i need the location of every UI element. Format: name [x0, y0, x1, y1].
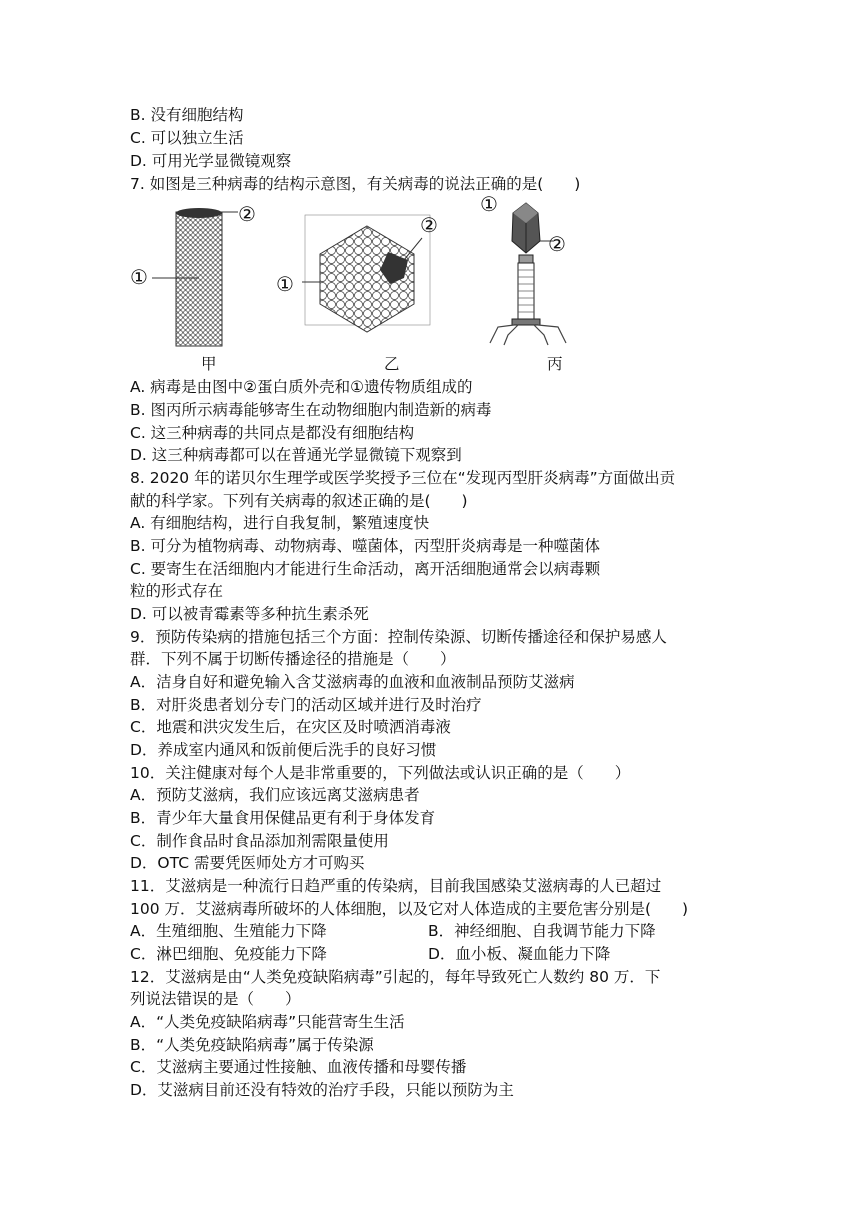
jia-caption: 甲	[201, 355, 217, 373]
question-8-stem-2: 献的科学家。下列有关病毒的叙述正确的是( )	[130, 492, 468, 510]
q9-option-c: C．地震和洪灾发生后，在灾区及时喷洒消毒液	[130, 718, 451, 736]
q7-option-d: D. 这三种病毒都可以在普通光学显微镜下观察到	[130, 446, 462, 464]
option-b-line: B. 没有细胞结构	[130, 106, 244, 124]
question-8-stem-1: 8. 2020 年的诺贝尔生理学或医学奖授予三位在“发现丙型肝炎病毒”方面做出贡	[130, 469, 676, 487]
question-10-stem: 10．关注健康对每个人是非常重要的，下列做法或认识正确的是（ ）	[130, 764, 631, 782]
q11-option-d: D．血小板、凝血能力下降	[428, 945, 611, 963]
q7-option-c: C. 这三种病毒的共同点是都没有细胞结构	[130, 424, 415, 442]
yi-label-2: ②	[420, 213, 438, 237]
q10-option-d: D．OTC 需要凭医师处方才可购买	[130, 854, 365, 872]
question-11-stem-1: 11．艾滋病是一种流行日趋严重的传染病，目前我国感染艾滋病毒的人已超过	[130, 877, 662, 895]
q8-option-c-1: C. 要寄生在活细胞内才能进行生命活动，离开活细胞通常会以病毒颗	[130, 560, 601, 578]
jia-label-2: ②	[238, 202, 256, 226]
q10-option-b: B．青少年大量食用保健品更有利于身体发育	[130, 809, 436, 827]
bing-label-2: ②	[548, 232, 566, 256]
virus-bing-figure	[478, 195, 578, 350]
q9-option-a: A．洁身自好和避免输入含艾滋病毒的血液和血液制品预防艾滋病	[130, 673, 575, 691]
question-9-stem-2: 群．下列不属于切断传播途径的措施是（ ）	[130, 650, 456, 668]
question-7-stem: 7. 如图是三种病毒的结构示意图，有关病毒的说法正确的是( )	[130, 175, 581, 193]
question-9-stem-1: 9．预防传染病的措施包括三个方面：控制传染源、切断传播途径和保护易感人	[130, 628, 667, 646]
q11-option-c: C．淋巴细胞、免疫能力下降	[130, 945, 327, 963]
bing-caption: 丙	[547, 355, 563, 373]
option-c-line: C. 可以独立生活	[130, 129, 244, 147]
q12-option-a: A．“人类免疫缺陷病毒”只能营寄生生活	[130, 1013, 405, 1031]
question-11-stem-2: 100 万．艾滋病毒所破坏的人体细胞，以及它对人体造成的主要危害分别是( )	[130, 900, 689, 918]
q11-option-a: A．生殖细胞、生殖能力下降	[130, 922, 327, 940]
bing-label-1: ①	[480, 192, 498, 216]
q10-option-c: C．制作食品时食品添加剂需限量使用	[130, 832, 389, 850]
q9-option-b: B．对肝炎患者划分专门的活动区域并进行及时治疗	[130, 696, 482, 714]
jia-label-1: ①	[130, 265, 148, 289]
yi-label-1: ①	[276, 272, 294, 296]
option-d-line: D. 可用光学显微镜观察	[130, 152, 292, 170]
q12-option-b: B．“人类免疫缺陷病毒”属于传染源	[130, 1036, 374, 1054]
q12-option-d: D．艾滋病目前还没有特效的治疗手段，只能以预防为主	[130, 1081, 514, 1099]
q12-option-c: C．艾滋病主要通过性接触、血液传播和母婴传播	[130, 1058, 467, 1076]
q8-option-c-2: 粒的形式存在	[130, 582, 224, 600]
yi-caption: 乙	[384, 355, 400, 373]
q11-option-b: B．神经细胞、自我调节能力下降	[428, 922, 656, 940]
q7-option-b: B. 图丙所示病毒能够寄生在动物细胞内制造新的病毒	[130, 401, 492, 419]
q8-option-d: D. 可以被青霉素等多种抗生素杀死	[130, 605, 369, 623]
q9-option-d: D．养成室内通风和饭前便后洗手的良好习惯	[130, 741, 437, 759]
q8-option-a: A. 有细胞结构，进行自我复制，繁殖速度快	[130, 514, 430, 532]
q10-option-a: A．预防艾滋病，我们应该远离艾滋病患者	[130, 786, 420, 804]
q7-option-a: A. 病毒是由图中②蛋白质外壳和①遗传物质组成的	[130, 378, 473, 396]
question-12-stem-1: 12．艾滋病是由“人类免疫缺陷病毒”引起的，每年导致死亡人数约 80 万．下	[130, 968, 661, 986]
question-12-stem-2: 列说法错误的是（ ）	[130, 990, 301, 1008]
q8-option-b: B. 可分为植物病毒、动物病毒、噬菌体，丙型肝炎病毒是一种噬菌体	[130, 537, 600, 555]
